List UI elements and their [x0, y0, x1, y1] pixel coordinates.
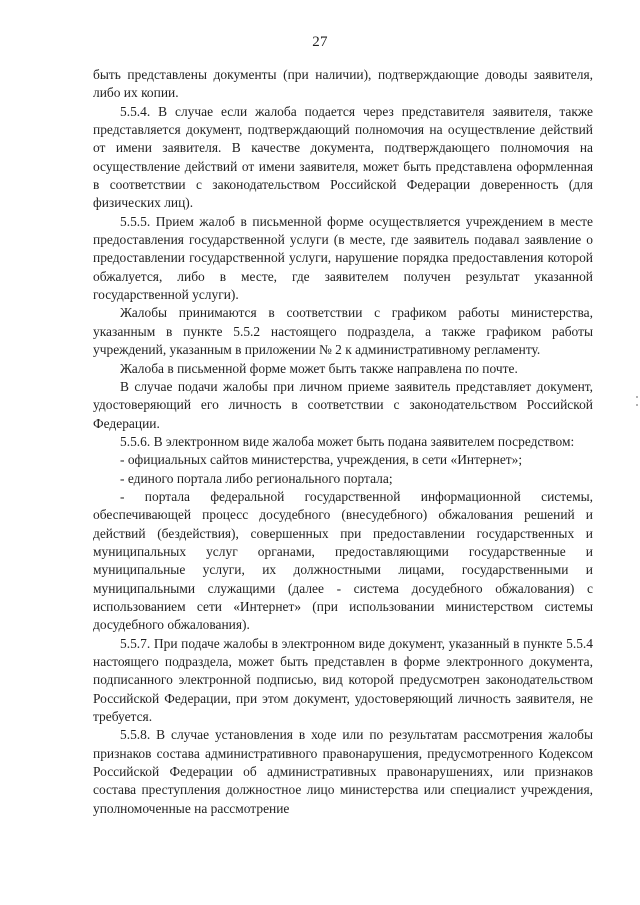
scan-speck: [636, 396, 638, 398]
paragraph: В случае подачи жалобы при личном приеме заявитель представляет документ, удостоверяющий его личность в соответствии с законодательством Российской Федерации.: [93, 378, 593, 431]
list-item: - портала федеральной государственной информационной системы, обеспечивающей процесс досудебного (внесудебного) обжалования решений и действий (бездействия), совершенных при предоставлении государственных и муниципальных услуг органами, предоставляющими государственные и муниципальные услуги, их должностными лицами, государственными и муниципальными служащими (далее - система досудебного обжалования) с использованием сети «Интернет» (при использовании министерством системы досудебного обжалования).: [93, 488, 593, 633]
page-number: 27: [312, 34, 328, 50]
paragraph: 5.5.7. При подаче жалобы в электронном виде документ, указанный в пункте 5.5.4 настоящего подраздела, может быть представлен в форме электронного документа, подписанного электронной подписью, вид которой предусмотрен законодательством Российской Федерации, при этом документ, удостоверяющий личность заявителя, не требуется.: [93, 635, 593, 725]
paragraph: 5.5.4. В случае если жалоба подается через представителя заявителя, также представляется документ, подтверждающий полномочия на осуществление действий от имени заявителя. В качестве документа, подтверждающего полномочия на осуществление действий от имени заявителя, может быть представлена оформленная в соответствии с законодательством Российской Федерации доверенность (для физических лиц).: [93, 103, 593, 211]
paragraph: 5.5.8. В случае установления в ходе или по результатам рассмотрения жалобы признаков состава административного правонарушения, предусмотренного Кодексом Российской Федерации об административных правонарушениях, или признаков состава преступления должностное лицо министерства или специалист учреждения, уполномоченные на рассмотрение: [93, 727, 593, 816]
paragraph: Жалоба в письменной форме может быть также направлена по почте.: [120, 360, 518, 376]
paragraph: Жалобы принимаются в соответствии с графиком работы министерства, указанным в пункте 5.5.2 настоящего подраздела, а также графиком работы учреждений, указанным в приложении № 2 к административному регламенту.: [93, 305, 593, 358]
list-item: - официальных сайтов министерства, учреждения, в сети «Интернет»;: [120, 452, 523, 468]
paragraph: 5.5.5. Прием жалоб в письменной форме осуществляется учреждением в месте предоставления государственной услуги (в месте, где заявитель подавал заявление о предоставлении государственной услуги, нарушение порядка предоставления которой обжалуется, либо в месте, где заявителем получен результат указанной государственной услуги).: [93, 213, 593, 303]
list-item: - единого портала либо регионального портала;: [120, 470, 393, 486]
paragraph: быть представлены документы (при наличии), подтверждающие доводы заявителя, либо их копии.: [93, 67, 593, 101]
paragraph: 5.5.6. В электронном виде жалоба может быть подана заявителем посредством:: [120, 433, 575, 449]
document-body: [93, 66, 593, 818]
scan-speck: [636, 404, 638, 406]
